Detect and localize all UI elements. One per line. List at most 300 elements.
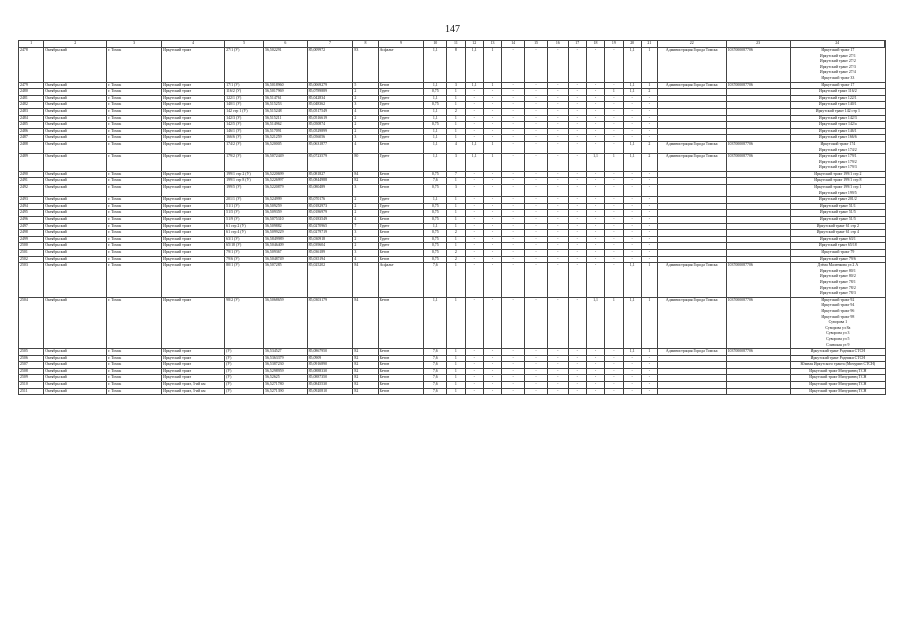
table-cell: Иркутский тракт <box>162 89 225 96</box>
table-cell: - <box>502 154 525 172</box>
table-cell: 1 <box>447 128 465 135</box>
table-cell: Октябрьский <box>44 178 107 185</box>
table-cell <box>657 108 726 115</box>
table-cell: 85,036189 <box>307 250 353 257</box>
table-cell: - <box>502 102 525 109</box>
table-cell: - <box>465 197 483 204</box>
table-cell: 7,6 <box>424 388 447 395</box>
table-cell: - <box>641 256 657 263</box>
table-cell: Октябрьский <box>44 362 107 369</box>
table-cell: - <box>547 48 568 83</box>
table-cell: Иркутский тракт <box>162 197 225 204</box>
table-cell: - <box>547 349 568 356</box>
table-cell <box>726 203 790 210</box>
table-cell: 1037000087706 <box>726 297 790 348</box>
column-header: 1 <box>19 41 44 48</box>
table-cell: - <box>641 95 657 102</box>
table-cell: - <box>641 250 657 257</box>
table-cell: - <box>525 368 548 375</box>
column-header: 20 <box>623 41 641 48</box>
address-line: Иркутский тракт 142/а <box>819 122 857 127</box>
table-cell: 1,1 <box>465 82 483 89</box>
table-cell: г. Томск <box>107 230 162 237</box>
table-cell: 56,509367 <box>264 250 308 257</box>
table-cell: - <box>547 236 568 243</box>
table-cell: 79/1 (У) <box>225 250 264 257</box>
table-cell: - <box>547 135 568 142</box>
table-cell: 1 <box>641 48 657 83</box>
table-cell: Грунт <box>378 115 424 122</box>
table-cell: - <box>586 102 604 109</box>
address-list-cell <box>790 263 885 298</box>
table-cell: 56,509259 <box>264 203 308 210</box>
table-cell: 7,6 <box>424 375 447 382</box>
table-cell: 2492 <box>19 185 44 197</box>
table-cell: г. Томск <box>107 178 162 185</box>
table-cell: 85,0186979 <box>307 210 353 217</box>
table-row <box>19 355 886 362</box>
table-cell: г. Томск <box>107 210 162 217</box>
table-cell: - <box>586 223 604 230</box>
table-row <box>19 210 886 217</box>
table-cell: 7 <box>353 223 378 230</box>
table-cell: Иркутский тракт <box>162 230 225 237</box>
table-cell: 2 <box>641 154 657 172</box>
table-cell: 56,515253 <box>264 102 308 109</box>
table-cell: 1,1 <box>424 108 447 115</box>
table-cell: - <box>641 122 657 129</box>
address-line: Иркутский тракт 199/1 стр 1 <box>814 185 862 190</box>
table-cell: - <box>586 263 604 298</box>
table-cell: - <box>568 108 586 115</box>
table-cell: - <box>465 243 483 250</box>
table-cell: - <box>502 230 525 237</box>
address-list-cell <box>790 297 885 348</box>
table-cell: 85,0845530 <box>307 382 353 389</box>
table-cell: - <box>465 89 483 96</box>
table-cell: Октябрьский <box>44 256 107 263</box>
table-cell: Иркутский тракт <box>162 128 225 135</box>
table-cell: 2 <box>447 230 465 237</box>
table-cell: - <box>568 48 586 83</box>
table-cell: - <box>623 217 641 224</box>
table-cell: 1,1 <box>424 197 447 204</box>
table-cell <box>726 236 790 243</box>
table-cell: 3 <box>447 154 465 172</box>
table-cell: - <box>525 375 548 382</box>
address-list-cell <box>790 362 885 369</box>
table-cell: г. Томск <box>107 243 162 250</box>
table-cell: - <box>483 256 501 263</box>
address-list-cell <box>790 382 885 389</box>
table-cell: - <box>568 368 586 375</box>
table-cell: 2493 <box>19 197 44 204</box>
table-cell: 1,1 <box>623 89 641 96</box>
table-cell: - <box>641 236 657 243</box>
table-cell: - <box>568 171 586 178</box>
address-list-cell <box>790 185 885 197</box>
table-cell <box>657 250 726 257</box>
table-row <box>19 185 886 197</box>
table-row <box>19 203 886 210</box>
register-table <box>18 40 886 395</box>
table-cell: - <box>502 171 525 178</box>
table-cell: - <box>586 115 604 122</box>
table-cell: - <box>483 203 501 210</box>
table-cell: Бетон <box>378 250 424 257</box>
address-list-cell <box>790 115 885 122</box>
table-cell: 2511 <box>19 388 44 395</box>
address-list-cell <box>790 122 885 129</box>
table-cell: Грунт <box>378 223 424 230</box>
table-cell: - <box>641 210 657 217</box>
table-cell: Иркутский тракт, 3-ий км <box>162 388 225 395</box>
table-cell: Иркутский тракт <box>162 236 225 243</box>
table-cell: Октябрьский <box>44 243 107 250</box>
table-cell: - <box>641 375 657 382</box>
table-cell: - <box>547 210 568 217</box>
table-row <box>19 197 886 204</box>
table-cell: Октябрьский <box>44 128 107 135</box>
table-cell: Октябрьский <box>44 82 107 89</box>
table-cell: Иркутский тракт <box>162 375 225 382</box>
table-cell: 2 <box>641 89 657 96</box>
table-cell: 166/6 (У) <box>225 135 264 142</box>
table-cell <box>657 362 726 369</box>
table-cell: 85,048362 <box>307 102 353 109</box>
table-cell: - <box>605 263 623 298</box>
table-cell: Бетон <box>378 355 424 362</box>
table-cell: - <box>568 382 586 389</box>
address-line: Иркутский тракт 63/1 <box>819 236 856 241</box>
table-cell: г. Томск <box>107 250 162 257</box>
table-cell: - <box>568 223 586 230</box>
table-cell: - <box>586 128 604 135</box>
table-cell: 2 <box>447 250 465 257</box>
table-cell: 1 <box>447 178 465 185</box>
address-line: Иркутский тракт 27/2 <box>819 59 856 64</box>
table-cell: 27/1 (У) <box>225 48 264 83</box>
table-body <box>19 48 886 395</box>
table-cell: - <box>586 375 604 382</box>
table-cell: - <box>525 263 548 298</box>
table-cell: - <box>465 362 483 369</box>
table-cell: - <box>465 102 483 109</box>
table-cell: 7,6 <box>424 355 447 362</box>
table-cell: Октябрьский <box>44 210 107 217</box>
table-cell: 1,1 <box>424 297 447 348</box>
table-cell: Иркутский тракт <box>162 141 225 153</box>
table-cell: 201/1 (У) <box>225 197 264 204</box>
table-cell: 1 <box>447 349 465 356</box>
address-line: Иркутский тракт 78/2 <box>819 285 856 290</box>
table-cell: 82 <box>353 178 378 185</box>
table-cell: 1,1 <box>623 263 641 298</box>
table-cell: Грунт <box>378 236 424 243</box>
table-cell: Иркутский тракт <box>162 250 225 257</box>
table-cell: Администрация Города Томска <box>657 297 726 348</box>
table-cell: - <box>525 388 548 395</box>
table-cell: Октябрьский <box>44 349 107 356</box>
table-cell: Иркутский тракт <box>162 178 225 185</box>
address-line: Иркутский тракт 122/1 <box>818 95 857 100</box>
table-cell: - <box>465 263 483 298</box>
table-cell: - <box>623 388 641 395</box>
table-cell: - <box>547 250 568 257</box>
table-cell: - <box>605 95 623 102</box>
table-cell: г. Томск <box>107 217 162 224</box>
table-cell: - <box>525 217 548 224</box>
table-cell: - <box>605 108 623 115</box>
table-cell: - <box>641 355 657 362</box>
address-line: Иркутский тракт Родники СТСН <box>810 349 866 354</box>
table-cell: - <box>568 263 586 298</box>
table-cell: - <box>568 297 586 348</box>
address-line: Иркутский тракт 199/1 стр 8 <box>814 178 862 183</box>
table-cell: 56,520005 <box>264 141 308 153</box>
address-list-cell <box>790 256 885 263</box>
table-cell: 0,75 <box>424 243 447 250</box>
table-cell: г. Томск <box>107 95 162 102</box>
table-cell <box>726 256 790 263</box>
table-cell: 85,0303179 <box>307 297 353 348</box>
table-cell: 2502 <box>19 256 44 263</box>
table-cell: 4 <box>353 217 378 224</box>
table-cell: - <box>525 236 548 243</box>
table-cell: 3 <box>353 230 378 237</box>
table-cell: - <box>605 256 623 263</box>
table-cell: - <box>623 362 641 369</box>
table-cell: (У) <box>225 349 264 356</box>
table-row <box>19 141 886 153</box>
table-cell: Иркутский тракт <box>162 171 225 178</box>
table-cell <box>657 203 726 210</box>
table-cell: - <box>465 210 483 217</box>
table-cell: - <box>547 388 568 395</box>
table-cell: 1,1 <box>623 349 641 356</box>
table-cell: 56,5271390 <box>264 388 308 395</box>
table-cell: 1 <box>447 223 465 230</box>
table-cell <box>726 135 790 142</box>
table-cell: - <box>525 349 548 356</box>
table-cell: - <box>502 197 525 204</box>
table-cell: - <box>623 115 641 122</box>
column-header: 8 <box>353 41 378 48</box>
address-list-cell <box>790 135 885 142</box>
table-cell: 0,75 <box>424 256 447 263</box>
table-cell: - <box>483 217 501 224</box>
table-row <box>19 349 886 356</box>
table-cell: - <box>605 243 623 250</box>
table-cell: - <box>547 185 568 197</box>
table-cell: - <box>483 230 501 237</box>
table-cell: Бетон <box>378 375 424 382</box>
table-cell: Иркутский тракт <box>162 48 225 83</box>
table-cell: Бетон <box>378 82 424 89</box>
table-cell: 1 <box>447 236 465 243</box>
table-cell: г. Томск <box>107 368 162 375</box>
table-cell: 1,1 <box>424 82 447 89</box>
table-cell: - <box>623 375 641 382</box>
table-cell: - <box>605 178 623 185</box>
table-cell: 1 <box>447 362 465 369</box>
table-cell: 1 <box>447 203 465 210</box>
table-cell: 84 <box>353 171 378 178</box>
table-cell: 17/1 (У) <box>225 82 264 89</box>
table-cell: 2 <box>447 256 465 263</box>
table-cell: Администрация Города Томска <box>657 48 726 83</box>
table-row <box>19 48 886 83</box>
table-cell: Иркутский тракт <box>162 82 225 89</box>
table-cell: - <box>483 362 501 369</box>
table-cell: Грунт <box>378 210 424 217</box>
table-cell: Иркутский тракт <box>162 223 225 230</box>
table-cell: 1 <box>447 135 465 142</box>
table-cell: 2494 <box>19 203 44 210</box>
table-cell: - <box>605 135 623 142</box>
table-cell: 1,1 <box>623 141 641 153</box>
table-cell: 1 <box>447 102 465 109</box>
table-cell: 2485 <box>19 122 44 129</box>
table-cell: - <box>483 368 501 375</box>
table-cell: г. Томск <box>107 115 162 122</box>
table-cell: - <box>483 128 501 135</box>
address-line: Иркутский тракт 179/1 <box>818 154 857 159</box>
table-row <box>19 128 886 135</box>
table-cell: - <box>586 243 604 250</box>
table-cell: Октябрьский <box>44 375 107 382</box>
table-cell <box>657 95 726 102</box>
table-cell: - <box>641 102 657 109</box>
address-line: Иркутский тракт 199/1 стр 2 <box>814 171 862 176</box>
address-list-cell <box>790 349 885 356</box>
table-cell: - <box>641 388 657 395</box>
column-header: 7 <box>307 41 353 48</box>
address-list-cell <box>790 223 885 230</box>
table-cell: 56,514761 <box>264 95 308 102</box>
table-cell: 1 <box>447 297 465 348</box>
table-cell: - <box>502 243 525 250</box>
table-cell: - <box>547 122 568 129</box>
table-cell: Грунт <box>378 154 424 172</box>
table-cell <box>657 185 726 197</box>
table-cell: - <box>525 178 548 185</box>
table-cell <box>657 128 726 135</box>
table-cell: (У) <box>225 382 264 389</box>
table-cell: - <box>641 243 657 250</box>
table-cell: 142/3 (У) <box>225 115 264 122</box>
table-cell: - <box>568 362 586 369</box>
table-cell <box>726 197 790 204</box>
table-cell: - <box>623 250 641 257</box>
table-cell: 1 <box>447 375 465 382</box>
table-cell: - <box>605 382 623 389</box>
table-cell: - <box>586 368 604 375</box>
column-header: 19 <box>605 41 623 48</box>
table-cell: - <box>502 375 525 382</box>
table-row <box>19 362 886 369</box>
table-cell: 1 <box>483 82 501 89</box>
table-cell: 56,5363379 <box>264 355 308 362</box>
table-row <box>19 250 886 257</box>
table-cell: г. Томск <box>107 297 162 348</box>
table-cell: Иркутский тракт <box>162 108 225 115</box>
table-cell: - <box>641 135 657 142</box>
table-cell: Администрация Города Томска <box>657 154 726 172</box>
table-cell: - <box>502 388 525 395</box>
table-cell: - <box>586 122 604 129</box>
table-cell: - <box>586 82 604 89</box>
table-cell: Иркутский тракт <box>162 185 225 197</box>
table-cell: - <box>502 223 525 230</box>
table-cell <box>726 382 790 389</box>
table-cell: 82 <box>353 368 378 375</box>
address-line: Иркутский тракт 179/3 <box>818 165 857 170</box>
table-cell: 1 <box>447 243 465 250</box>
address-list-cell <box>790 210 885 217</box>
table-cell: - <box>525 185 548 197</box>
table-cell: 2509 <box>19 375 44 382</box>
table-cell: - <box>605 355 623 362</box>
table-cell: 82 <box>353 355 378 362</box>
table-cell <box>726 230 790 237</box>
table-cell: - <box>465 178 483 185</box>
table-cell: 85,056056 <box>307 135 353 142</box>
table-cell: - <box>586 135 604 142</box>
table-cell: - <box>483 178 501 185</box>
address-line: Суворова ул 8а <box>825 325 851 330</box>
table-cell: - <box>586 203 604 210</box>
table-cell: - <box>547 203 568 210</box>
table-cell: 56,509882 <box>264 223 308 230</box>
table-cell: - <box>605 203 623 210</box>
table-cell: - <box>525 141 548 153</box>
table-cell: 3 <box>447 82 465 89</box>
table-cell: Грунт <box>378 122 424 129</box>
table-cell: Октябрьский <box>44 236 107 243</box>
table-cell: 1 <box>641 263 657 298</box>
table-cell: 2495 <box>19 210 44 217</box>
table-cell: 1 <box>447 210 465 217</box>
table-cell: (У) <box>225 355 264 362</box>
address-line: Иркутский тракт 61 стр 2 <box>816 223 859 228</box>
table-cell: 85,0517549 <box>307 108 353 115</box>
table-cell: 63/1 (У) <box>225 236 264 243</box>
table-cell: 56,515211 <box>264 115 308 122</box>
column-header: 14 <box>502 41 525 48</box>
table-cell: 85,042834 <box>307 95 353 102</box>
table-row <box>19 230 886 237</box>
table-cell: 1037000087706 <box>726 263 790 298</box>
table-cell: Бетон <box>378 349 424 356</box>
table-cell: - <box>525 135 548 142</box>
table-cell: - <box>502 297 525 348</box>
table-cell: 2504 <box>19 297 44 348</box>
table-cell: Бетон <box>378 382 424 389</box>
table-row <box>19 102 886 109</box>
table-row <box>19 236 886 243</box>
table-cell: - <box>641 223 657 230</box>
table-cell: 56,5018960 <box>264 82 308 89</box>
address-list-cell <box>790 95 885 102</box>
table-cell: - <box>586 236 604 243</box>
table-cell: - <box>502 122 525 129</box>
table-row <box>19 95 886 102</box>
table-cell: 1037000087706 <box>726 349 790 356</box>
table-cell: Бетон <box>378 368 424 375</box>
table-cell: - <box>465 355 483 362</box>
table-cell: - <box>568 203 586 210</box>
